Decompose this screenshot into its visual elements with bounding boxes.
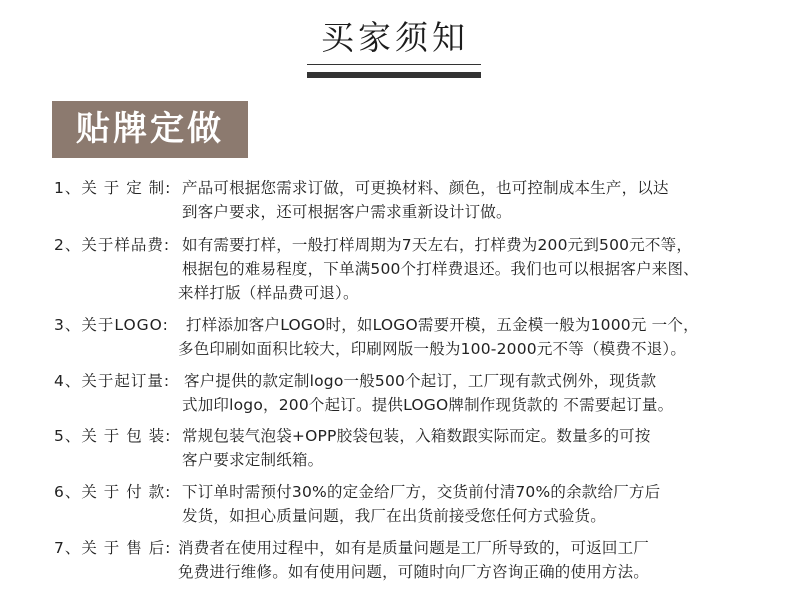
notice-item-heading: 1、关 于 定 制: [54,179,172,197]
title-underline-thick [307,72,481,78]
notice-item-text: 来样打版（样品费可退）。 [178,284,359,302]
notice-item-text: 下订单时需预付30%的定金给厂方，交货前付清70%的余款给厂方后 [182,483,661,501]
page-title: 买家须知 [321,18,469,57]
notice-item-text: 到客户要求，还可根据客户需求重新设计订做。 [182,203,512,221]
notice-item-text: 免费进行维修。如有使用问题，可随时向厂方咨询正确的使用方法。 [178,563,650,581]
notice-item-text: 客户要求定制纸箱。 [182,451,324,469]
notice-item-text: 打样添加客户LOGO时，如LOGO需要开模，五金模一般为1000元 一个， [186,316,699,334]
notice-item-heading: 3、关于LOGO: [54,316,169,334]
notice-item-heading: 4、关于起订量: [54,372,171,390]
section-label-badge: 贴牌定做 [52,101,248,158]
notice-item-text: 多色印刷如面积比较大，印刷网版一般为100-2000元不等（模费不退）。 [178,340,687,358]
title-underline-thin [307,64,481,65]
notice-item-text: 式加印logo，200个起订。提供LOGO牌制作现货款的 不需要起订量。 [182,396,674,414]
notice-item-heading: 2、关于样品费: [54,236,171,254]
notice-item-text: 客户提供的款定制logo一般500个起订，工厂现有款式例外，现货款 [184,372,657,390]
notice-item-heading: 6、关 于 付 款: [54,483,172,501]
notice-item-heading: 5、关 于 包 装: [54,427,172,445]
notice-item-heading: 7、关 于 售 后: [54,539,172,557]
notice-item-text: 产品可根据您需求订做，可更换材料、颜色，也可控制成本生产，以达 [182,179,669,197]
notice-item-text: 常规包装气泡袋+OPP胶袋包装，入箱数跟实际而定。数量多的可按 [182,427,651,445]
notice-item-text: 如有需要打样，一般打样周期为7天左右，打样费为200元到500元不等， [182,236,693,254]
notice-item-text: 消费者在使用过程中，如有是质量问题是工厂所导致的，可返回工厂 [178,539,650,557]
notice-item-text: 发货，如担心质量问题，我厂在出货前接受您任何方式验货。 [182,507,606,525]
notice-item-text: 根据包的难易程度，下单满500个打样费退还。我们也可以根据客户来图、 [182,260,699,278]
